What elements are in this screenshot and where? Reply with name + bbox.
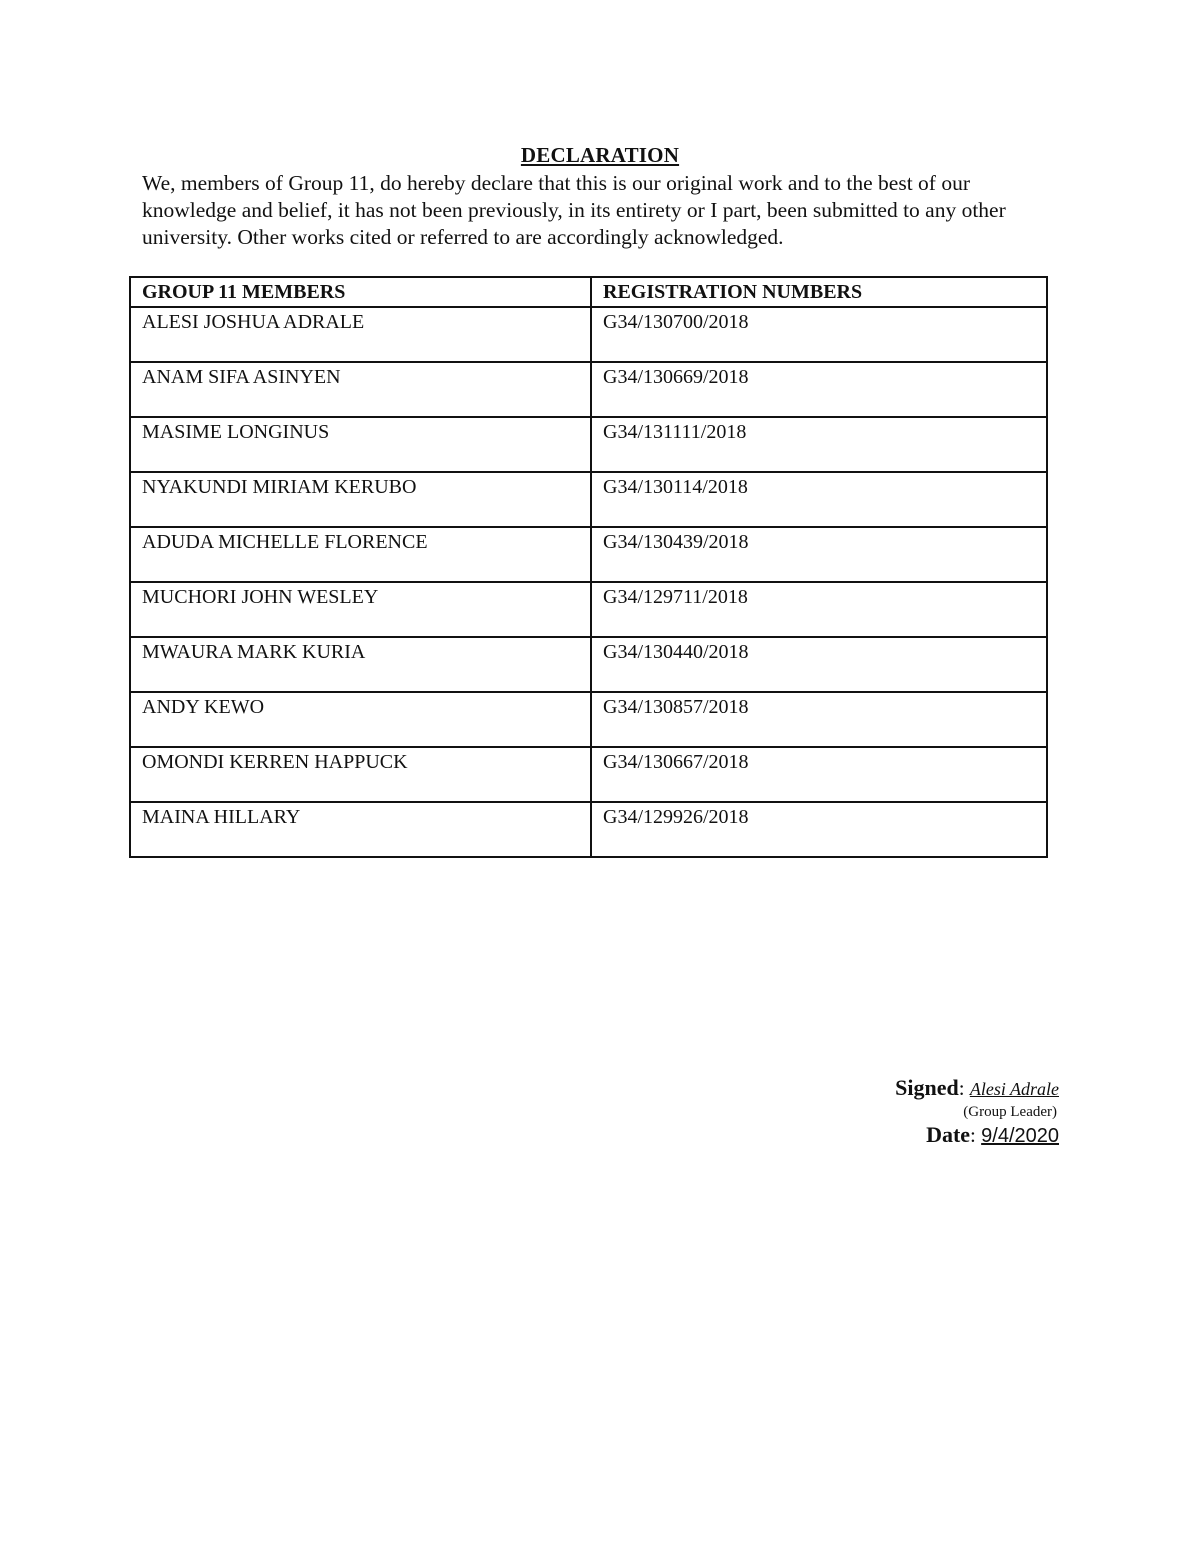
registration-number: G34/130857/2018 [591, 692, 1047, 747]
registration-number: G34/129926/2018 [591, 802, 1047, 857]
table-row [130, 472, 1047, 527]
member-name: ANAM SIFA ASINYEN [130, 362, 591, 417]
table-row [130, 802, 1047, 857]
member-name: MWAURA MARK KURIA [130, 637, 591, 692]
date-label: Date [926, 1122, 971, 1147]
registration-number: G34/130669/2018 [591, 362, 1047, 417]
table-row [130, 527, 1047, 582]
signature-block [895, 1074, 1059, 1150]
members-table [129, 276, 1048, 858]
registration-number: G34/130440/2018 [591, 637, 1047, 692]
declaration-statement: We, members of Group 11, do hereby declare that this is our original work and to the best of our knowledge and belief, it has not been previously, in its entirety or I part, been submitted to any other university. Other works cited or referred to are accordingly acknowledged. [142, 171, 1006, 249]
member-name: MUCHORI JOHN WESLEY [130, 582, 591, 637]
table-row [130, 582, 1047, 637]
registration-number: G34/130667/2018 [591, 747, 1047, 802]
table-row [130, 417, 1047, 472]
table-row [130, 747, 1047, 802]
registration-column-header: REGISTRATION NUMBERS [591, 277, 1047, 307]
registration-number: G34/130700/2018 [591, 307, 1047, 362]
date-colon: : [970, 1123, 982, 1147]
signature-name: Alesi Adrale [969, 1079, 1059, 1099]
table-row [130, 362, 1047, 417]
member-name: MASIME LONGINUS [130, 417, 591, 472]
signed-label: Signed [895, 1075, 959, 1100]
registration-number: G34/131111/2018 [591, 417, 1047, 472]
table-row [130, 692, 1047, 747]
date-value: 9/4/2020 [981, 1125, 1059, 1147]
registration-number: G34/129711/2018 [591, 582, 1047, 637]
member-name: ALESI JOSHUA ADRALE [130, 307, 591, 362]
signer-role: (Group Leader) [963, 1104, 1057, 1120]
declaration-title: DECLARATION [520, 143, 680, 167]
table-row [130, 637, 1047, 692]
registration-number: G34/130439/2018 [591, 527, 1047, 582]
date-line [895, 1121, 1059, 1150]
member-name: MAINA HILLARY [130, 802, 591, 857]
signed-line [895, 1074, 1059, 1103]
table-row [130, 307, 1047, 362]
members-column-header: GROUP 11 MEMBERS [130, 277, 591, 307]
member-name: NYAKUNDI MIRIAM KERUBO [130, 472, 591, 527]
table-header-row [130, 277, 1047, 307]
registration-number: G34/130114/2018 [591, 472, 1047, 527]
member-name: ADUDA MICHELLE FLORENCE [130, 527, 591, 582]
member-name: ANDY KEWO [130, 692, 591, 747]
signed-colon: : [958, 1076, 970, 1100]
member-name: OMONDI KERREN HAPPUCK [130, 747, 591, 802]
